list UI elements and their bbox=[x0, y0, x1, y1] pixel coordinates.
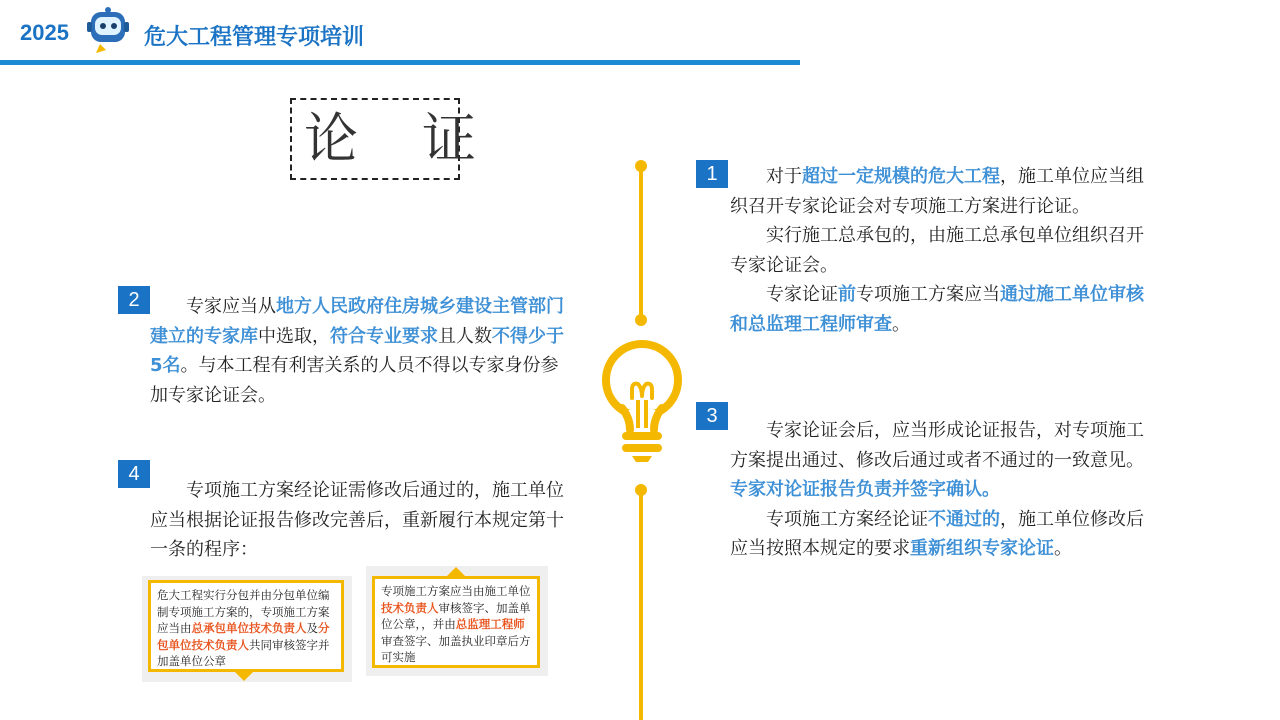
timeline-line-bottom bbox=[639, 490, 643, 720]
item-text-1 bbox=[730, 162, 1150, 339]
timeline-dot bbox=[635, 314, 647, 326]
robot-mascot-icon bbox=[86, 6, 132, 54]
lightbulb-icon bbox=[598, 338, 686, 462]
header-title: 危大工程管理专项培训 bbox=[144, 25, 365, 50]
timeline-line-top bbox=[639, 166, 643, 320]
item-text-3 bbox=[730, 416, 1150, 564]
item-1-paragraph-3: 专家论证前专项施工方案应当通过施工单位审核和总监理工程师审查。 bbox=[730, 284, 1144, 335]
header-year: 2025 bbox=[20, 20, 69, 45]
item-3-paragraph-2: 专项施工方案经论证不通过的，施工单位修改后应当按照本规定的要求重新组织专家论证。 bbox=[730, 508, 1144, 559]
item-number-badge-2: 2 bbox=[118, 286, 150, 314]
item-1-paragraph-1: 对于超过一定规模的危大工程，施工单位应当组织召开专家论证会对专项施工方案进行论证。 bbox=[730, 166, 1144, 217]
item-1-paragraph-2: 实行施工总承包的，由施工总承包单位组织召开专家论证会。 bbox=[730, 225, 1144, 276]
item-text-2 bbox=[150, 292, 570, 410]
note-pointer-down bbox=[234, 671, 254, 681]
section-title: 论证 bbox=[290, 98, 460, 180]
item-4-paragraph-1: 专项施工方案经论证需修改后通过的，施工单位应当根据论证报告修改完善后，重新履行本规定第十一条的程序： bbox=[150, 480, 564, 560]
timeline-dot bbox=[635, 484, 647, 496]
note-card-right-content: 专项施工方案应当由施工单位技术负责人审核签字、加盖单位公章，，并由总监理工程师审查签字、加盖执业印章后方可实施 bbox=[372, 576, 540, 668]
item-number-badge-1: 1 bbox=[696, 160, 728, 188]
item-number-badge-4: 4 bbox=[118, 460, 150, 488]
item-3-paragraph-1: 专家论证会后，应当形成论证报告，对专项施工方案提出通过、修改后通过或者不通过的一致意见。专家对论证报告负责并签字确认。 bbox=[730, 420, 1144, 500]
note-card-right bbox=[366, 566, 548, 676]
header-divider bbox=[0, 60, 800, 65]
item-text-4 bbox=[150, 476, 570, 565]
item-number-badge-3: 3 bbox=[696, 402, 728, 430]
timeline-dot bbox=[635, 160, 647, 172]
item-2-paragraph-1: 专家应当从地方人民政府住房城乡建设主管部门建立的专家库中选取，符合专业要求且人数不得少于5名。与本工程有利害关系的人员不得以专家身份参加专家论证会。 bbox=[150, 296, 564, 406]
note-card-left-content: 危大工程实行分包并由分包单位编制专项施工方案的，专项施工方案应当由总承包单位技术负责人及分包单位技术负责人共同审核签字并加盖单位公章 bbox=[148, 580, 344, 672]
note-card-left bbox=[142, 576, 352, 682]
